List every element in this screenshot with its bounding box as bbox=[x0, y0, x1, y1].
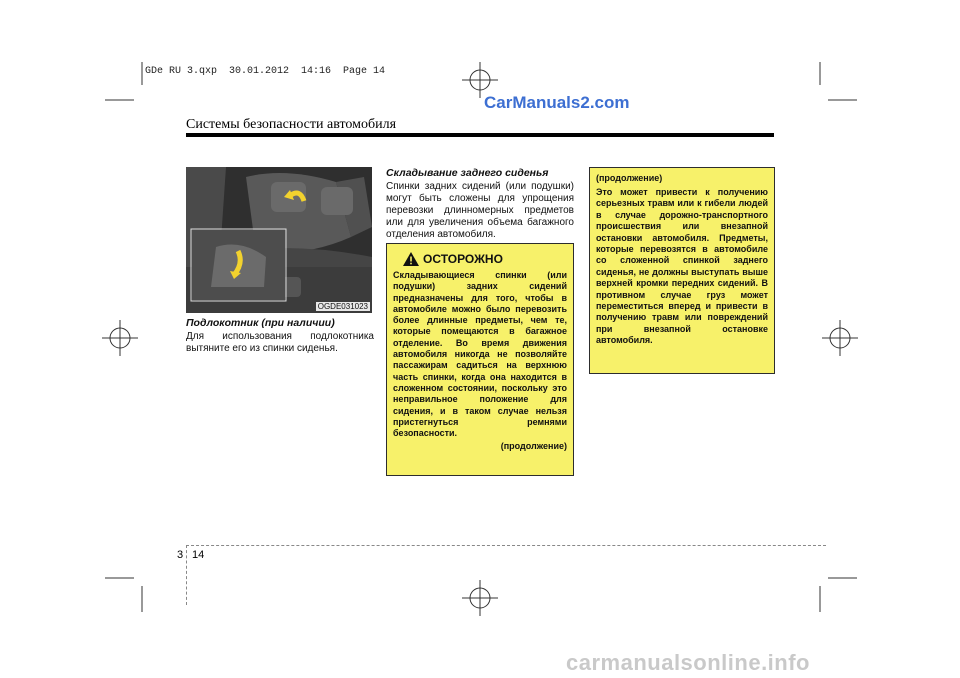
warning-title: ОСТОРОЖНО bbox=[423, 252, 503, 266]
watermark-top: CarManuals2.com bbox=[484, 93, 630, 112]
armrest-text: Для использования подлокотника вытяните его из спинки сиденья. bbox=[186, 331, 374, 354]
chapter-number: 3 bbox=[177, 549, 184, 561]
armrest-heading: Подлокотник (при наличии) bbox=[186, 317, 335, 329]
photo-code: OGDE031023 bbox=[317, 302, 368, 311]
seat-illustration bbox=[186, 167, 372, 313]
continuation-heading: (продолжение) bbox=[596, 173, 663, 183]
fold-heading: Складывание заднего сиденья bbox=[386, 167, 549, 179]
registration-mark-right bbox=[822, 320, 858, 356]
registration-mark-left bbox=[102, 320, 138, 356]
page-number: 14 bbox=[192, 549, 205, 561]
rear-seat-photo bbox=[186, 167, 372, 313]
fold-text: Спинки задних сидений (или подушки) могут быть сложены для упрощения перевозки длинномерных предметов или для увеличения объема багажного отделения автомобиля. bbox=[386, 181, 574, 240]
watermark-bottom: carmanualsonline.info bbox=[566, 650, 810, 675]
page-number-separator bbox=[186, 545, 188, 605]
registration-mark-bottom bbox=[462, 580, 498, 616]
warning-continued: (продолжение) bbox=[500, 441, 567, 452]
warning-triangle-icon bbox=[403, 252, 419, 266]
title-rule bbox=[186, 133, 774, 137]
continuation-box bbox=[589, 167, 775, 374]
file-slug: GDe RU 3.qxp 30.01.2012 14:16 Page 14 bbox=[145, 66, 386, 77]
continuation-text: Это может привести к получению серьезных травм или к гибели людей в случае дорожно-транспортного происшествия или внезапной остановки автомобиля. Предметы, которые перевозятся в автомобиле со сложенной спинкой заднего сиденья, не должны выступать выше верхней кромки передних сидений. В противном случае груз может переместиться вперед и привести в получению травм или повреждений при внезапной остановке автомобиля. bbox=[596, 187, 768, 346]
warning-text: Складывающиеся спинки (или подушки) задних сидений предназначены для того, чтобы в автомобиле можно было перевозить более длинные предметы, чем те, которые помещаются в багажное отделение. Во время движения автомобиля никогда не позволяйте пассажирам садиться на верхнюю часть спинки, когда она находится в сложенном состоянии, поскольку это неправильное положение для сидения, и в таком случае нельзя пристегнуться ремнями безопасности. bbox=[393, 270, 567, 439]
warning-header bbox=[393, 250, 567, 268]
footer-rule bbox=[186, 545, 826, 546]
warning-box bbox=[386, 243, 574, 476]
section-title: Системы безопасности автомобиля bbox=[186, 117, 397, 132]
